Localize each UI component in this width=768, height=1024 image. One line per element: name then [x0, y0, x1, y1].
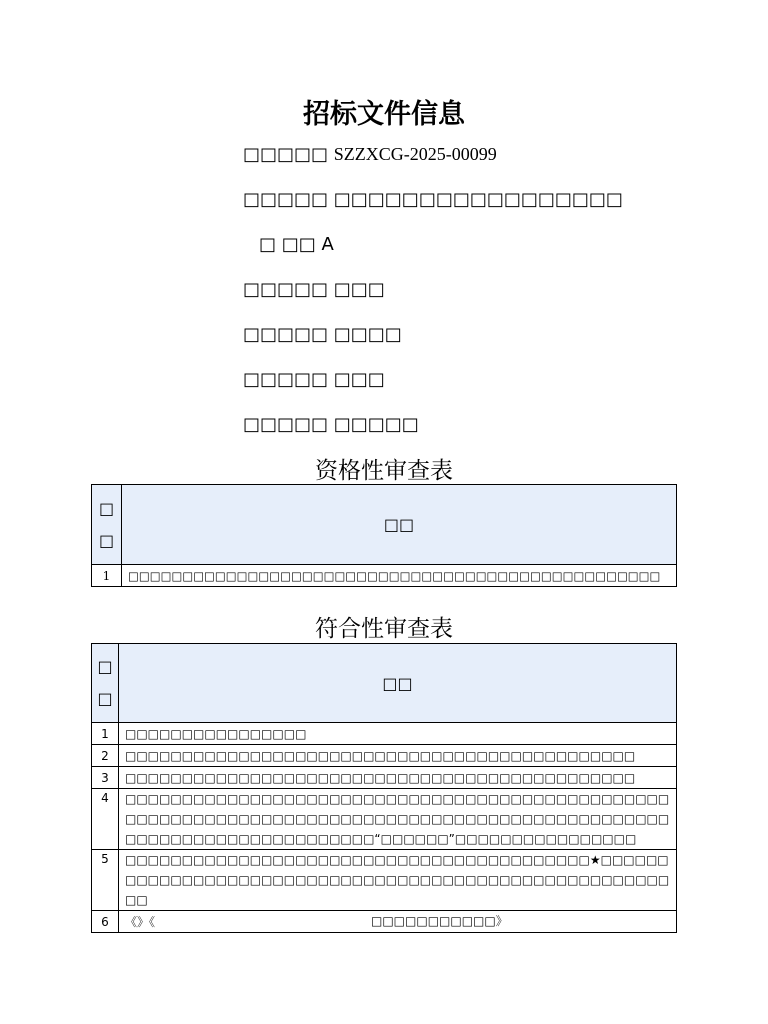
row-number: 6	[92, 911, 119, 933]
table-row	[92, 767, 677, 789]
info-row-6	[243, 369, 385, 390]
qualification-table	[91, 484, 677, 587]
info-value: □□□□□□□□□□□□□□□□□	[333, 189, 623, 210]
row-content: □□□□□□□□□□□□□□□□□□□□□□□□□□□□□□□□□□□□□□□□□□□□□	[119, 745, 677, 767]
row-content-end: □□□□□□□□□□□》	[371, 914, 508, 928]
info-row-number	[243, 144, 497, 165]
row-number: 1	[92, 565, 122, 587]
row-number: 4	[92, 789, 119, 850]
row-number: 3	[92, 767, 119, 789]
table-row	[92, 850, 677, 911]
column-header-content: □□	[122, 485, 677, 565]
row-number: 2	[92, 745, 119, 767]
row-content	[119, 911, 677, 933]
info-row-package	[259, 234, 334, 255]
table-row	[92, 565, 677, 587]
info-row-name	[243, 189, 623, 210]
table-row	[92, 911, 677, 933]
info-value: □□□	[333, 369, 385, 390]
info-label: □□□□□	[243, 189, 329, 210]
row-content-start: 《》《	[125, 914, 156, 929]
info-value: □□□□	[333, 324, 402, 345]
row-content: □□□□□□□□□□□□□□□□□□□□□□□□□□□□□□□□□□□□□□□□□□□□□	[119, 767, 677, 789]
conformity-table	[91, 643, 677, 933]
info-row-5	[243, 324, 402, 345]
column-header-number: □□	[92, 485, 122, 565]
qualification-table-title: 资格性审查表	[315, 458, 453, 484]
info-row-4	[243, 279, 385, 300]
table-row	[92, 723, 677, 745]
column-header-number: □□	[92, 644, 119, 723]
row-content: □□□□□□□□□□□□□□□□□□□□□□□□□□□□□□□□□□□□□□□□□□□□□□□□□□□□□□□□□□□□□□□□□□□□□□□□□□□□□□□□□□□□□□□□□□□□□□□□□□□□□□□□□□□□□□□□□□□□□□“□□□□□□”□□□□□□□□□□□□□□□□	[119, 789, 677, 850]
table-row	[92, 745, 677, 767]
row-content: □□□□□□□□□□□□□□□□□□□□□□□□□□□□□□□□□□□□□□□□□★□□□□□□□□□□□□□□□□□□□□□□□□□□□□□□□□□□□□□□□□□□□□□□□□□□□□□□□□	[119, 850, 677, 911]
row-content: □□□□□□□□□□□□□□□□	[119, 723, 677, 745]
info-value: SZZXCG-2025-00099	[333, 144, 497, 164]
info-label: □□□□□	[243, 324, 329, 345]
row-number: 5	[92, 850, 119, 911]
row-number: 1	[92, 723, 119, 745]
info-value: □□□	[333, 279, 385, 300]
table-row	[92, 789, 677, 850]
info-value: A	[321, 234, 334, 255]
row-content: □□□□□□□□□□□□□□□□□□□□□□□□□□□□□□□□□□□□□□□□□□□□□□□□□	[122, 565, 677, 587]
info-label: □□□□□	[243, 369, 329, 390]
info-label: □□□□□	[243, 279, 329, 300]
info-label: □ □□	[259, 234, 316, 255]
column-header-content: □□	[119, 644, 677, 723]
info-row-7	[243, 414, 419, 435]
info-value: □□□□□	[333, 414, 419, 435]
info-label: □□□□□	[243, 414, 329, 435]
table-header-row	[92, 485, 677, 565]
info-label: □□□□□	[243, 144, 329, 165]
table-header-row	[92, 644, 677, 723]
conformity-table-title: 符合性审查表	[315, 616, 453, 642]
document-title: 招标文件信息	[303, 99, 465, 130]
